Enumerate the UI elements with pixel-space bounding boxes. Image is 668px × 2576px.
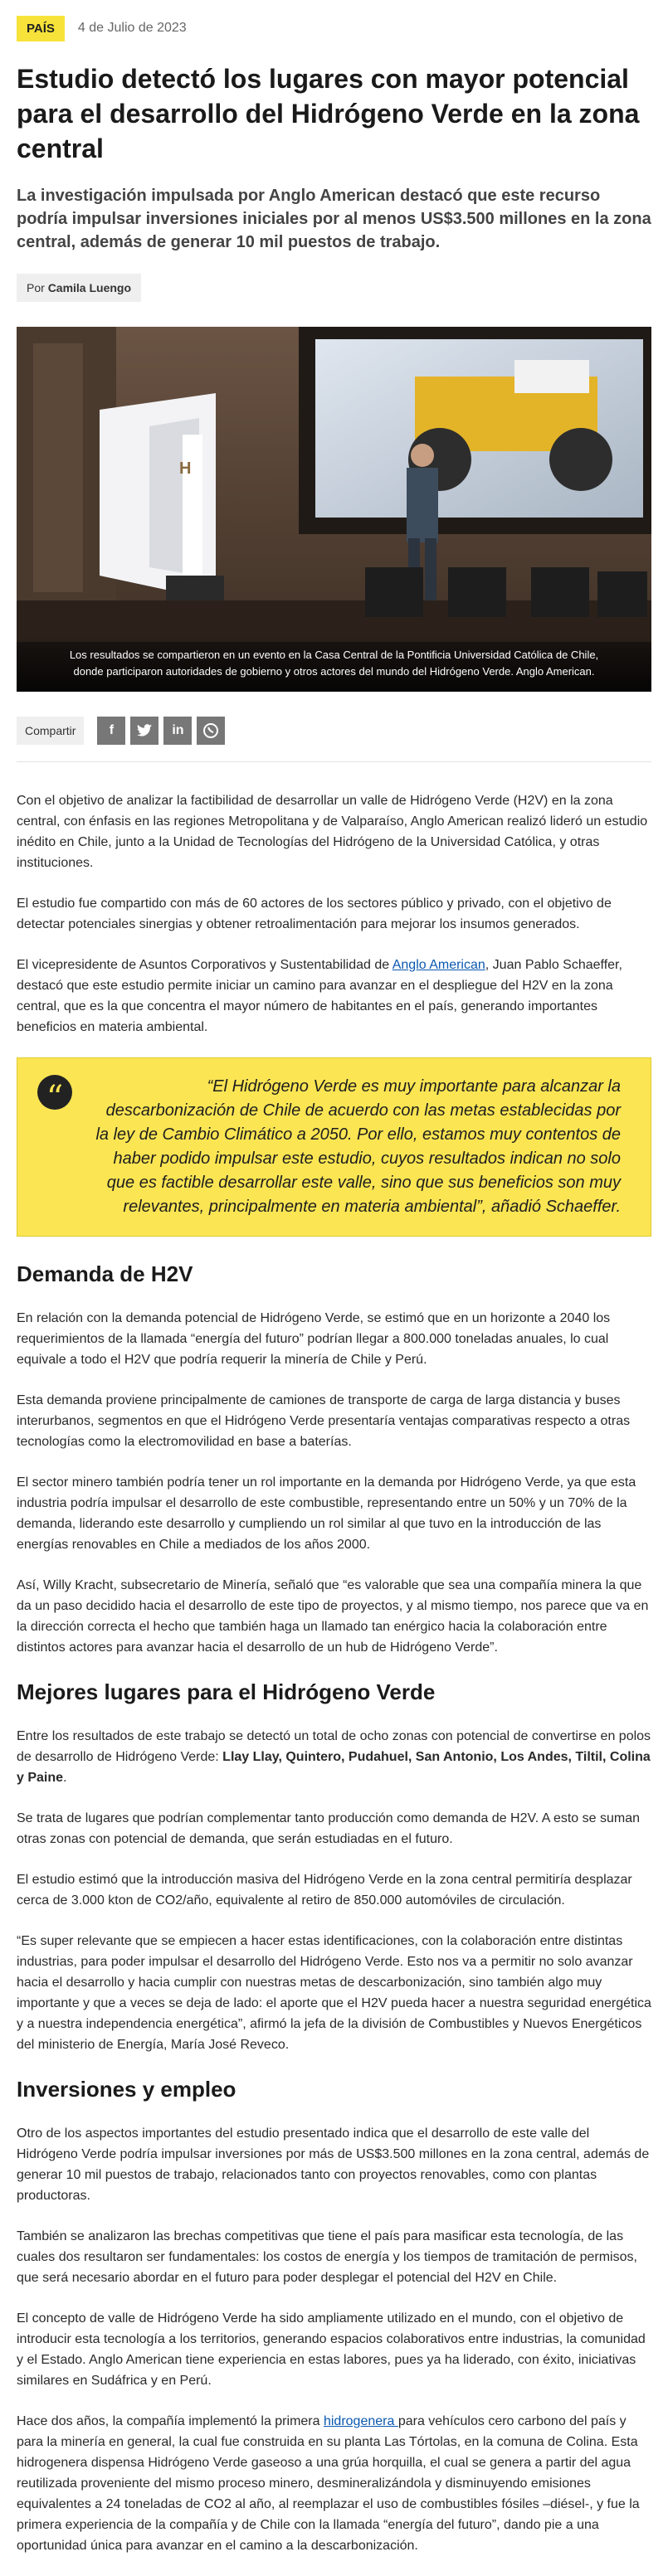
facebook-icon[interactable]: f bbox=[97, 717, 125, 745]
publish-date: 4 de Julio de 2023 bbox=[77, 21, 187, 35]
article-meta bbox=[17, 13, 651, 43]
byline-prefix: Por bbox=[27, 281, 45, 294]
image-caption: Los resultados se compartieron en un evento en la Casa Central de la Pontificia Universidad Católica de Chile, donde participaron autoridades de gobierno y otros actores del mundo del Hidrógeno Verde. Anglo American. bbox=[17, 637, 651, 692]
paragraph: Se trata de lugares que podrían complementar tanto producción como demanda de H2V. A esto se suman otras zonas con potencial de demanda, que serán estudiadas en el futuro. bbox=[17, 1811, 640, 1846]
paragraph: El concepto de valle de Hidrógeno Verde ha sido ampliamente utilizado en el mundo, con el objetivo de introducir esta tecnología a los territorios, generando espacios colaborativos entre industrias, la comunidad y el Estado. Anglo American tiene experiencia en estas labores, pues ya ha liderado, con éxito, iniciativas similares en Sudáfrica y en Perú. bbox=[17, 2311, 646, 2388]
paragraph: El vicepresidente de Asuntos Corporativos y Sustentabilidad de Anglo American, Juan Pablo Schaeffer, destacó que este estudio permite iniciar un camino para avanzar en el despliegue del H2V en la zona central, que es la que concentra el mayor número de habitantes en el país, generando importantes beneficios en materia ambiental. bbox=[17, 958, 622, 1034]
linkedin-icon[interactable]: in bbox=[163, 717, 192, 745]
heading-investment: Inversiones y empleo bbox=[17, 2077, 236, 2102]
heading-places: Mejores lugares para el Hidrógeno Verde bbox=[17, 1679, 436, 1704]
article-title: Estudio detectó los lugares con mayor potencial para el desarrollo del Hidrógeno Verde en la zona central bbox=[17, 64, 640, 163]
paragraph: El estudio estimó que la introducción masiva del Hidrógeno Verde en la zona central permitiría desplazar cerca de 3.000 kton de CO2/año, equivalente al retiro de 850.000 automóviles de circulación. bbox=[17, 1873, 632, 1908]
article-body bbox=[17, 790, 651, 2556]
twitter-icon[interactable] bbox=[130, 717, 158, 745]
whatsapp-icon[interactable] bbox=[197, 717, 225, 745]
paragraph: Entre los resultados de este trabajo se detectó un total de ocho zonas con potencial de convertirse en polos de desarrollo de Hidrógeno Verde: Llay Llay, Quintero, Pudahuel, San Antonio, Los Andes, Tiltil, Colina y Paine. bbox=[17, 1729, 651, 1785]
share-divider bbox=[17, 761, 651, 762]
share-bar bbox=[17, 717, 651, 745]
paragraph: También se analizaron las brechas competitivas que tiene el país para masificar esta tecnología, de las cuales dos resultaron ser fundamentales: los costos de energía y los tiempos de tramitación de permisos, que será necesario abordar en el futuro para poder desplegar el potencial del H2V en Chile. bbox=[17, 2229, 637, 2285]
paragraph: Con el objetivo de analizar la factibilidad de desarrollar un valle de Hidrógeno Verde (H2V) en la zona central, con énfasis en las regiones Metropolitana y de Valparaíso, Anglo American realizó lideró un estudio inédito en Chile, junto a la Unidad de Tecnologías del Hidrógeno de la Universidad Católica, y otras instituciones. bbox=[17, 794, 648, 870]
paragraph: “Es super relevante que se empiecen a hacer estas identificaciones, con la colaboración entre distintas industrias, para poder impulsar el desarrollo del Hidrógeno Verde. Esto nos va a permitir no solo avanzar hacia el desarrollo y hacia cumplir con nuestras metas de descarbonización, sino también algo muy importante y que a veces se deja de lado: el aporte que el H2V pueda hacer a nuestra seguridad energética y a nuestra independencia energética”, afirmó la jefa de la división de Combustibles y Nuevos Energéticos del ministerio de Energía, María José Reveco. bbox=[17, 1934, 651, 2052]
anglo-american-link[interactable]: Anglo American bbox=[392, 958, 485, 972]
whatsapp-shape bbox=[202, 722, 219, 739]
twitter-bird-shape bbox=[137, 724, 152, 737]
hidrogenera-link[interactable]: hidrogenera bbox=[323, 2414, 398, 2428]
hero-image bbox=[17, 327, 651, 692]
paragraph: Otro de los aspectos importantes del estudio presentado indica que el desarrollo de este valle del Hidrógeno Verde podría impulsar inversiones por más de US$3.500 millones en la zona central, además de generar 10 mil puestos de trabajo, relacionados tanto con proyectos renovables, como con plantas productoras. bbox=[17, 2126, 650, 2203]
article-lead: La investigación impulsada por Anglo American destacó que este recurso podría impulsar inversiones iniciales por al menos US$3.500 millones en la zona central, además de generar 10 mil puestos de trabajo. bbox=[17, 187, 651, 251]
section-tag[interactable]: PAÍS bbox=[17, 16, 65, 41]
paragraph: Esta demanda proviene principalmente de camiones de transporte de carga de larga distancia y buses interurbanos, segmentos en que el Hidrógeno Verde presentaría ventajas comparativas respecto a otras tecnologías como la electromovilidad en base a baterías. bbox=[17, 1393, 631, 1449]
paragraph: Hace dos años, la compañía implementó la primera hidrogenera para vehículos cero carbono del país y para la minería en general, la cual fue construida en su planta Las Tórtolas, en la comuna de Colina. Esta hidrogenera dispensa Hidrógeno Verde gaseoso a una grúa horquilla, el cual se genera a partir del agua reutilizada proveniente del mismo proceso minero, desmineralizándola y disminuyendo emisiones equivalentes a 24 toneladas de CO2 al año, al reemplazar el uso de combustibles fósiles –diésel-, y fue la primera experiencia de la compañía y de Chile con la llamada “energía del futuro”, dando pie a una oportunidad única para avanzar en el camino a la descarbonización. bbox=[17, 2414, 640, 2553]
paragraph: El sector minero también podría tener un rol importante en la demanda por Hidrógeno Verde, ya que esta industria podría impulsar el desarrollo de este combustible, representando entre un 50% y un 70% de la demanda, liderando este desarrollo y cumpliendo un rol similar al que tuvo en la introducción de las energías renovables en Chile a mediados de los años 2000. bbox=[17, 1475, 636, 1552]
paragraph: El estudio fue compartido con más de 60 actores de los sectores público y privado, con el objetivo de detectar potenciales sinergias y obtener retroalimentación para mejorar los insumos generados. bbox=[17, 897, 612, 931]
quote-icon: “ bbox=[37, 1075, 72, 1110]
heading-demand: Demanda de H2V bbox=[17, 1261, 193, 1286]
byline bbox=[17, 274, 141, 302]
paragraph: En relación con la demanda potencial de Hidrógeno Verde, se estimó que en un horizonte a 2040 los requerimientos de la llamada “energía del futuro” podrían llegar a 800.000 toneladas anuales, lo cual equivale a todo el H2V que podría requerir la minería de Chile y Perú. bbox=[17, 1311, 611, 1367]
quote-text: “El Hidrógeno Verde es muy importante para alcanzar la descarbonización de Chile de acuerdo con las metas establecidas por la ley de Cambio Climático a 2050. Por ello, estamos muy contentos de haber podido impulsar este estudio, cuyos resultados indican no solo que es factible desarrollar este valle, sino que sus beneficios son muy relevantes, principalmente en materia ambiental”, añadió Schaeffer. bbox=[95, 1077, 621, 1216]
pull-quote bbox=[17, 1057, 651, 1237]
screen-logo-letter: H bbox=[179, 459, 192, 478]
share-label: Compartir bbox=[17, 717, 84, 745]
author-name[interactable]: Camila Luengo bbox=[47, 281, 132, 294]
paragraph: Así, Willy Kracht, subsecretario de Minería, señaló que “es valorable que sea una compañía minera la que da un paso decidido hacia el desarrollo de este tipo de proyectos, y al mismo tiempo, nos parece que va en la dirección correcta el hecho que también haga un llamado tan enérgico hacia la colaboración entre distintos actores para avanzar hacia el desarrollo de un hub de Hidrógeno Verde”. bbox=[17, 1578, 649, 1655]
